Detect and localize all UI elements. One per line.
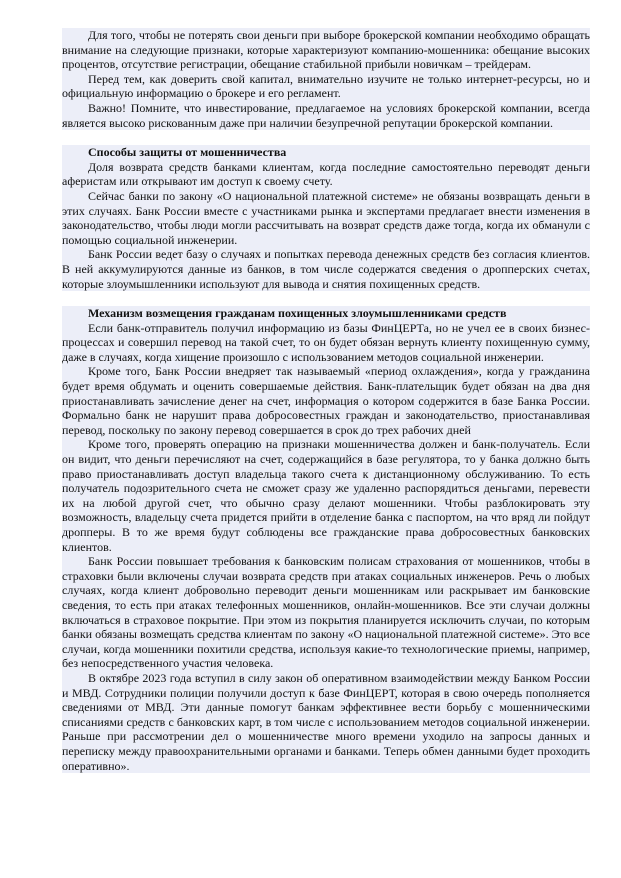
spacer [62,130,590,145]
section-heading: Механизм возмещения гражданам похищенных злоумышленниками средств [62,306,590,321]
paragraph: Сейчас банки по закону «О национальной платежной системе» не обязаны возвращать деньги в этих случаях. Банк России вместе с участниками рынка и экспертами предлагает внести изменения в законодательство, чтобы люди могли рассчитывать на возврат средств даже тогда, когда их обманули с помощью социальной инженерии. [62,188,590,247]
paragraph: Важно! Помните, что инвестирование, предлагаемое на условиях брокерской компании, всегда является высоко рискованным даже при наличии безупречной репутации брокерской компании. [62,100,590,130]
paragraph: Кроме того, Банк России внедряет так называемый «период охлаждения», когда у гражданина будет время обдумать и оценить совершаемые действия. Банк-плательщик будет обязан на два дня приостанавливать зачисление денег на счет, информация о котором содержится в базе Банка России. Формально банк не нарушит права добросовестных граждан и законодательство, приостанавливая перевод, поскольку по закону перевод совершается в срок до трех рабочих дней [62,364,590,437]
paragraph: Доля возврата средств банками клиентам, когда последние самостоятельно переводят деньги аферистам или открывают им доступ к своему счету. [62,159,590,189]
paragraph: Банк России ведет базу о случаях и попытках перевода денежных средств без согласия клиентов. В ней аккумулируются данные из банков, в том числе содержатся сведения о дропперских счетах, которые злоумышленники используют для вывода и снятия похищенных средств. [62,247,590,291]
paragraph: Для того, чтобы не потерять свои деньги при выборе брокерской компании необходимо обращать внимание на следующие признаки, которые характеризуют компанию-мошенника: обещание высоких процентов, отсутствие регистрации, обещание стабильной прибыли новичкам – трейдерам. [62,28,590,72]
document-body [62,28,590,773]
mechanism-section [62,306,590,773]
protection-section [62,145,590,291]
paragraph: Банк России повышает требования к банковским полисам страхования от мошенников, чтобы в страховки были включены случаи возврата средств при атаках социальных инженеров. Речь о любых случаях, когда клиент добровольно переводит деньги мошенникам или раскрывает им банковские сведения, то есть при атаках телефонных мошенников, онлайн-мошенников. Все эти случаи должны включаться в страховое покрытие. При этом из покрытия планируется исключить случаи, по которым банки обязаны возмещать средства клиентам по закону «О национальной платежной системе». Это все случаи, когда мошенники похитили средства, используя какие-то технологические приемы, например, без непосредственного участия человека. [62,554,590,671]
paragraph: В октябре 2023 года вступил в силу закон об оперативном взаимодействии между Банком России и МВД. Сотрудники полиции получили доступ к базе ФинЦЕРТ, которая в свою очередь пополняется сведениями от МВД. Эти данные помогут банкам эффективнее вести борьбу с мошенническими списаниями средств с банковских карт, в том числе с использованием методов социальной инженерии. Раньше при рассмотрении дел о мошенничестве много времени уходило на запросы данных и переписку между правоохранительными органами и банками. Теперь обмен данными будет проходить оперативно». [62,670,590,773]
paragraph: Перед тем, как доверить свой капитал, внимательно изучите не только интернет-ресурсы, но и официальную информацию о брокере и его регламент. [62,71,590,101]
paragraph: Если банк-отправитель получил информацию из базы ФинЦЕРТа, но не учел ее в своих бизнес-процессах и совершил перевод на такой счет, то он будет обязан вернуть клиенту похищенную сумму, даже в случаях, когда хищение произошло с использованием методов социальной инженерии. [62,320,590,364]
spacer [62,291,590,306]
intro-section [62,28,590,130]
section-heading: Способы защиты от мошенничества [62,145,590,160]
paragraph: Кроме того, проверять операцию на признаки мошенничества должен и банк-получатель. Если он видит, что деньги перечисляют на счет, содержащийся в базе регулятора, то у банка должно быть право приостанавливать доступ владельца такого счета к дистанционному обслуживанию. То есть получатель подозрительного счета не сможет сразу же удаленно распорядиться деньгами, перевести их на любой другой счет, что обычно сразу делают мошенники. Чтобы разблокировать эту возможность, владельцу счета придется прийти в отделение банка с паспортом, на что вряд ли пойдут дропперы. В то же время будут соблюдены все гражданские права добросовестных банковских клиентов. [62,437,590,554]
